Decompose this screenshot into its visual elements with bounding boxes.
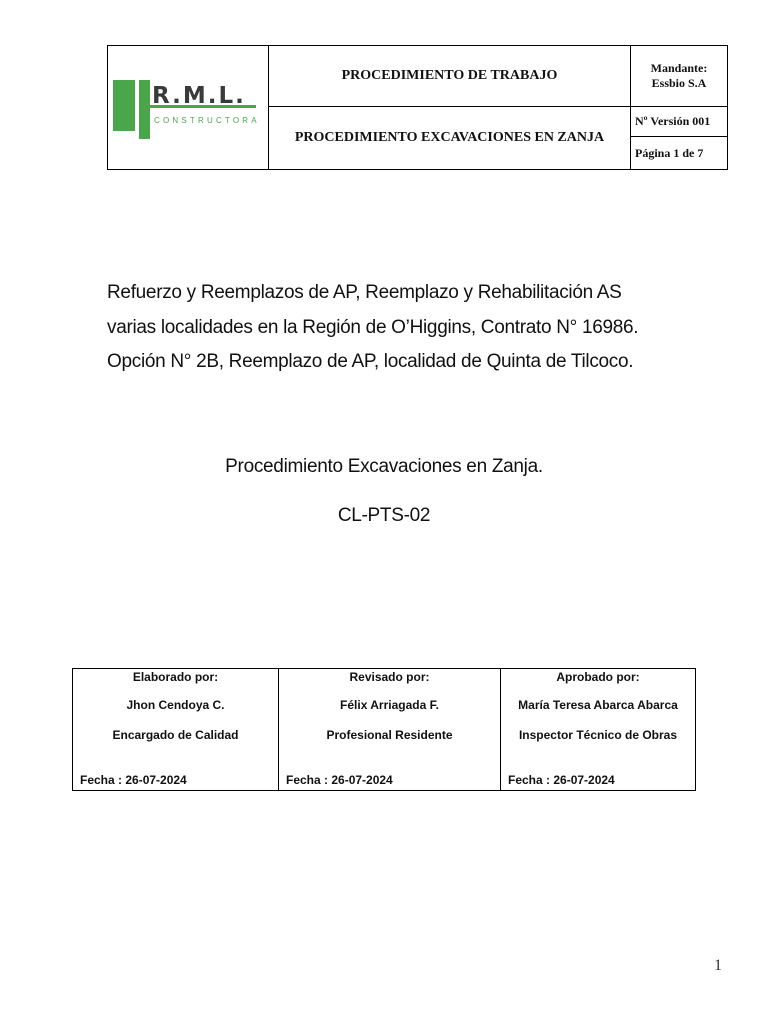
signature-date: Fecha : 26-07-2024 — [508, 773, 615, 787]
doc-title: PROCEDIMIENTO EXCAVACIONES EN ZANJA — [269, 107, 631, 170]
page-number: 1 — [714, 957, 722, 974]
signature-role: Encargado de Calidad — [112, 728, 239, 742]
procedure-code: CL-PTS-02 — [337, 505, 431, 526]
doc-type: PROCEDIMIENTO DE TRABAJO — [269, 46, 631, 107]
signature-cell-revisado — [279, 669, 501, 791]
signature-table — [72, 668, 696, 791]
project-description — [107, 276, 661, 380]
signature-date: Fecha : 26-07-2024 — [286, 773, 393, 787]
signature-cell-aprobado — [501, 669, 696, 791]
signature-role: Inspector Técnico de Obras — [518, 728, 678, 742]
signature-role: Profesional Residente — [326, 728, 453, 742]
mandante-label: Mandante: — [650, 61, 708, 75]
project-line: Opción N° 2B, Reemplazo de AP, localidad de Quinta de Tilcoco. — [107, 351, 634, 372]
logo-subtext: CONSTRUCTORA — [154, 115, 260, 125]
signature-label: Aprobado por: — [556, 670, 640, 684]
page-cell: Página 1 de 7 — [631, 137, 728, 170]
signature-cell-elaborado — [73, 669, 279, 791]
project-line: varias localidades en la Región de O’Higgins, Contrato N° 16986. — [107, 316, 639, 338]
signature-name: María Teresa Abarca Abarca — [518, 698, 678, 712]
version-cell: Nº Versión 001 — [631, 107, 728, 137]
signature-label: Elaborado por: — [132, 670, 219, 684]
mandante-cell — [631, 46, 728, 107]
signature-date: Fecha : 26-07-2024 — [80, 773, 187, 787]
document-header — [107, 45, 728, 170]
logo-cell — [108, 46, 269, 170]
logo-bar-icon — [113, 80, 135, 131]
logo-text: R.M.L. — [152, 82, 246, 109]
procedure-name: Procedimiento Excavaciones en Zanja. — [225, 456, 543, 477]
mandante-value: Essbio S.A — [651, 76, 707, 90]
logo-bar-icon — [139, 80, 150, 139]
signature-name: Jhon Cendoya C. — [126, 698, 225, 712]
signature-name: Félix Arriagada F. — [340, 698, 439, 712]
project-line: Refuerzo y Reemplazos de AP, Reemplazo y Rehabilitación AS — [107, 282, 622, 303]
company-logo — [108, 47, 268, 169]
signature-label: Revisado por: — [349, 670, 430, 684]
